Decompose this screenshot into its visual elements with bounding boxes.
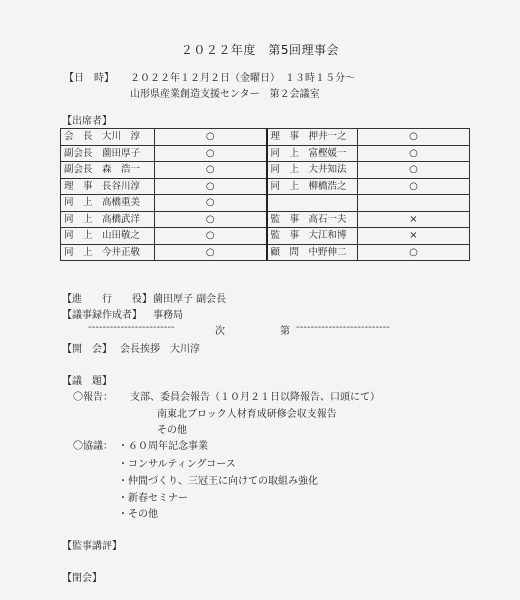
attendee-row — [61, 129, 470, 146]
agenda-heading: 【議 題】 — [62, 376, 112, 387]
attendee-name: 監 事 高石一夫 — [267, 211, 358, 228]
discussion-item: ・その他 — [118, 509, 158, 520]
date-value: ２０２２年１２月２日（金曜日） １３時１５分～ — [130, 73, 355, 84]
chair-label: 【進 行 役】 — [62, 294, 152, 305]
attendee-name: 同 上 山田敬之 — [61, 228, 155, 245]
attendee-name: 同 上 柳橋浩之 — [267, 178, 358, 195]
minutes-author-value: 事務局 — [153, 310, 183, 321]
attendee-row — [61, 228, 470, 245]
attendance-mark: ○ — [358, 244, 470, 261]
attendee-name: 同 上 今井正敬 — [61, 244, 155, 261]
divider-dashes-right: -------------------------- — [296, 322, 390, 333]
document-title: ２０２２年度 第5回理事会 — [180, 43, 340, 57]
agenda-ji: 次 — [215, 326, 225, 337]
attendance-mark: × — [358, 211, 470, 228]
attendee-name — [267, 195, 358, 212]
attendance-mark: ○ — [358, 162, 470, 179]
divider-dashes-left: ------------------------ — [88, 322, 175, 333]
attendee-row — [61, 211, 470, 228]
attendance-mark — [358, 195, 470, 212]
opening-label: 【開 会】 — [62, 344, 112, 355]
chair-value: 薗田厚子 副会長 — [153, 294, 227, 305]
attendance-mark: × — [358, 228, 470, 245]
opening-value: 会長挨拶 大川淳 — [120, 344, 200, 355]
discussion-item: ・コンサルティングコース — [118, 459, 236, 470]
attendee-name: 顧 問 中野伸二 — [267, 244, 358, 261]
attendance-mark: ○ — [155, 162, 267, 179]
attendee-row — [61, 178, 470, 195]
attendee-name: 会 長 大川 淳 — [61, 129, 155, 146]
attendee-name: 同 上 高橋武洋 — [61, 211, 155, 228]
attendees-table — [60, 128, 470, 261]
attendee-row — [61, 195, 470, 212]
meeting-place: 山形県産業創造支援センター 第２会議室 — [130, 89, 320, 100]
attendee-name: 副会長 薗田厚子 — [61, 145, 155, 162]
attendee-name: 理 事 押井一之 — [267, 129, 358, 146]
attendee-row — [61, 145, 470, 162]
minutes-author-label: 【議事録作成者】 — [62, 310, 142, 321]
discussion-item: ・仲間づくり、三冠王に向けての取組み強化 — [118, 476, 318, 487]
date-label: 【日 時】 — [64, 73, 114, 84]
attendance-mark: ○ — [358, 178, 470, 195]
attendee-name: 同 上 高橋重美 — [61, 195, 155, 212]
closing-heading: 【閉会】 — [62, 573, 102, 584]
attendees-heading: 【出席者】 — [62, 116, 112, 127]
attendee-name: 同 上 大井知法 — [267, 162, 358, 179]
attendance-mark: ○ — [155, 211, 267, 228]
report-item: 支部、委員会報告（１０月２１日以降報告、口頭にて） — [130, 392, 380, 403]
report-label: 〇報告： — [73, 392, 113, 403]
attendance-mark: ○ — [155, 244, 267, 261]
attendance-mark: ○ — [155, 145, 267, 162]
attendee-name: 副会長 森 浩一 — [61, 162, 155, 179]
attendee-name: 同 上 富樫媛一 — [267, 145, 358, 162]
agenda-dai: 第 — [280, 326, 290, 337]
attendance-mark: ○ — [155, 129, 267, 146]
discussion-item: ・新春セミナー — [118, 493, 188, 504]
attendee-name: 理 事 長谷川淳 — [61, 178, 155, 195]
report-item: 南東北ブロック人材育成研修会収支報告 — [157, 409, 337, 420]
report-item: その他 — [157, 425, 187, 436]
auditor-lecture-heading: 【監事講評】 — [62, 541, 122, 552]
attendance-mark: ○ — [358, 145, 470, 162]
attendee-row — [61, 244, 470, 261]
attendance-mark: ○ — [155, 178, 267, 195]
discussion-label: 〇協議： — [73, 441, 113, 452]
attendee-row — [61, 162, 470, 179]
discussion-item: ・６０周年記念事業 — [118, 441, 208, 452]
attendance-mark: ○ — [155, 195, 267, 212]
attendee-name: 監 事 大江和博 — [267, 228, 358, 245]
attendance-mark: ○ — [358, 129, 470, 146]
attendance-mark: ○ — [155, 228, 267, 245]
